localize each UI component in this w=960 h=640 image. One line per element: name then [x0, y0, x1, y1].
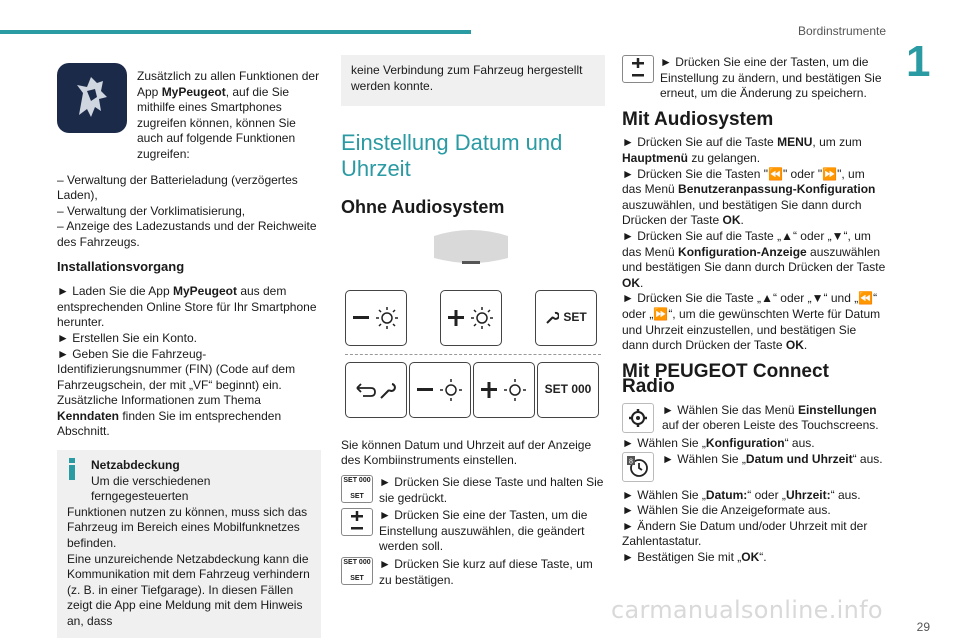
- column-3: [622, 55, 886, 566]
- down-arrow-icon: ▼: [831, 228, 844, 243]
- app-intro-text: Zusätzlich zu allen Funktionen der App MyPeugeot, auf die Sie mithilfe eines Smartphones zugreifen können, können Sie auch auf folgende Funktionen zugreifen:: [137, 69, 320, 161]
- page-number: 29: [916, 620, 930, 634]
- back-wrench-key: [345, 362, 407, 418]
- audio-heading: Mit Audiosystem: [622, 108, 774, 130]
- step-row: SET 000 SET ► Drücken Sie kurz auf diese Taste, um zu bestätigen.: [341, 557, 605, 588]
- fast-forward-icon: ⏩: [653, 306, 669, 321]
- step-row: ► Drücken Sie eine der Tasten, um die Einstellung zu ändern, und bestätigen Sie erneut, um die Änderung zu speichern.: [622, 55, 886, 102]
- function-item: – Verwaltung der Vorklimatisierung,: [57, 203, 246, 218]
- main-heading: Einstellung Datum und Uhrzeit: [341, 130, 563, 182]
- note-title: Netzabdeckung: [91, 458, 180, 473]
- install-step-3: ► Geben Sie die Fahrzeug-Identifizierungsnummer (FIN) (Code auf dem Fahrzeugschein, der mit „VF“ beginnt) ein.: [57, 346, 296, 392]
- watermark: carmanualsonline.info: [611, 596, 883, 624]
- header-accent-bar: [0, 30, 471, 34]
- audio-step-4: ► Drücken Sie die Taste „▲“ oder „▼“ und „⏪“ oder „⏩“, um die gewünschten Werte für Datum und Uhrzeit einzustellen, und bestätigen Sie dann durch Drücken der Taste OK.: [622, 291, 881, 353]
- radio-step-4: ► Wählen Sie „Datum:“ oder „Uhrzeit:“ aus.: [622, 487, 861, 502]
- minus-brightness-key: [409, 362, 471, 418]
- divider: [345, 354, 601, 355]
- app-name: MyPeugeot: [161, 84, 226, 99]
- radio-heading: Mit PEUGEOT Connect Radio: [622, 360, 829, 398]
- note-text: Funktionen nutzen zu können, muss sich das Fahrzeug im Bereich eines Mobilfunknetzes befinden.: [67, 504, 308, 551]
- plus-brightness-key: [473, 362, 535, 418]
- function-item: – Verwaltung der Batterieladung (verzögertes Laden),: [57, 172, 298, 203]
- plus-brightness-key: [440, 290, 502, 346]
- peugeot-app-icon: [57, 63, 127, 133]
- fast-forward-icon: ⏩: [822, 166, 838, 181]
- set-000-set-icon: SET 000 SET: [341, 557, 373, 585]
- step-row: 8 ► Wählen Sie „Datum und Uhrzeit“ aus.: [622, 452, 886, 482]
- radio-step-6: ► Ändern Sie Datum und/oder Uhrzeit mit der Zahlentastatur.: [622, 518, 868, 549]
- plus-minus-icon: [341, 508, 373, 536]
- function-item: – Anzeige des Ladezustands und der Reichweite des Fahrzeugs.: [57, 219, 317, 249]
- set-000-key: SET 000: [537, 362, 599, 418]
- chapter-number: 1: [906, 37, 931, 86]
- step-row: ► Drücken Sie eine der Tasten, um die Einstellung auszuwählen, die geändert werden soll.: [341, 508, 605, 555]
- network-coverage-note: [57, 450, 321, 638]
- note-continuation: keine Verbindung zum Fahrzeug hergestellt werden konnte.: [341, 55, 605, 106]
- up-arrow-icon: ▲: [761, 291, 773, 306]
- step-row: SET 000 SET ► Drücken Sie diese Taste und halten Sie sie gedrückt.: [341, 475, 605, 506]
- install-step-2: ► Erstellen Sie ein Konto.: [57, 330, 197, 345]
- radio-step-7: ► Bestätigen Sie mit „OK“.: [622, 550, 767, 565]
- up-arrow-icon: ▲: [781, 228, 793, 243]
- rewind-icon: ⏪: [858, 291, 874, 306]
- svg-text:8: 8: [629, 458, 633, 466]
- minus-brightness-key: [345, 290, 407, 346]
- install-step-4: Zusätzliche Informationen zum Thema Kenndaten finden Sie im entsprechenden Abschnitt.: [57, 393, 282, 439]
- column-1: [57, 55, 321, 638]
- install-step-1: ► Laden Sie die App MyPeugeot aus dem entsprechenden Online Store für Ihr Smartphone herunter.: [57, 284, 317, 330]
- set-000-set-icon: SET 000 SET: [341, 475, 373, 503]
- instrument-cluster-icon: [426, 228, 516, 272]
- radio-step-5: ► Wählen Sie die Anzeigeformate aus.: [622, 503, 831, 518]
- rewind-icon: ⏪: [768, 166, 783, 181]
- audio-step-2: ► Drücken Sie die Tasten "⏪" oder "⏩", um das Menü Benutzeranpassung-Konfiguration auszuwählen, und bestätigen Sie dann durch Drücken der Taste OK.: [622, 166, 876, 228]
- audio-step-1: ► Drücken Sie auf die Taste MENU, um zum Hauptmenü zu gelangen.: [622, 135, 862, 165]
- note-text: Eine unzureichende Netzabdeckung kann die Kommunikation mit dem Fahrzeug verhindern (z. B. in einer Tiefgarage). In diesen Fällen zeigt die App eine Meldung mit dem Hinweis an, dass: [67, 551, 310, 628]
- intro-text: Sie können Datum und Uhrzeit auf der Anzeige des Kombiinstruments einstellen.: [341, 437, 592, 468]
- sub-heading-no-audio: Ohne Audiosystem: [341, 197, 505, 218]
- clock-icon: [622, 452, 654, 482]
- instrument-keypad-diagram: [341, 228, 605, 424]
- app-intro-block: [57, 63, 321, 163]
- radio-step-2: ► Wählen Sie „Konfiguration“ aus.: [622, 436, 815, 451]
- wrench-icon: [545, 311, 559, 325]
- column-2: [341, 55, 605, 590]
- note-text: Um die verschiedenen ferngegesteuerten: [91, 473, 211, 504]
- install-heading: Installationsvorgang: [57, 258, 185, 274]
- audio-step-3: ► Drücken Sie auf die Taste „▲“ oder „▼“, um das Menü Konfiguration-Anzeige auszuwählen und bestätigen Sie dann durch Drücken der Taste OK.: [622, 228, 886, 290]
- gear-icon: [622, 403, 654, 433]
- plus-minus-icon: [622, 55, 654, 83]
- step-row: ► Wählen Sie das Menü Einstellungen auf der oberen Leiste des Touchscreens.: [622, 403, 886, 434]
- section-title: Bordinstrumente: [797, 24, 886, 38]
- down-arrow-icon: ▼: [811, 291, 824, 306]
- wrench-set-key: SET: [535, 290, 597, 346]
- info-icon: [65, 458, 79, 480]
